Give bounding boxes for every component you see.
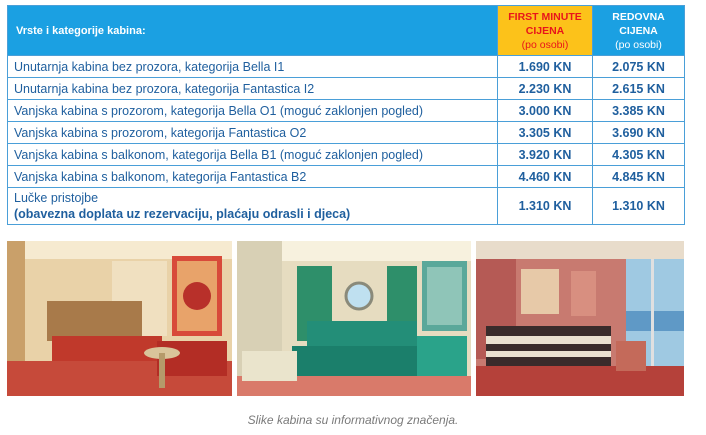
regular-price: 2.615 KN [593, 78, 685, 100]
port-fees-row [8, 188, 685, 225]
table-row [8, 100, 685, 122]
first-minute-price: 2.230 KN [498, 78, 593, 100]
regular-price: 3.690 KN [593, 122, 685, 144]
first-minute-header-line1: FIRST MINUTE [508, 10, 582, 23]
regular-price: 4.305 KN [593, 144, 685, 166]
table-row [8, 78, 685, 100]
photo-caption: Slike kabina su informativnog značenja. [247, 413, 459, 427]
port-fees-note: (obavezna doplata uz rezervaciju, plaćaju odrasli i djeca) [14, 207, 351, 221]
cabin-name: Vanjska kabina s balkonom, kategorija Bella B1 (moguć zaklonjen pogled) [8, 144, 498, 166]
first-minute-price: 1.690 KN [498, 56, 593, 78]
regular-price: 3.385 KN [593, 100, 685, 122]
cabin-name: Unutarnja kabina bez prozora, kategorija Fantastica I2 [8, 78, 498, 100]
ocean-view-cabin-photo [237, 241, 471, 396]
table-row [8, 144, 685, 166]
table-row [8, 122, 685, 144]
first-minute-price: 4.460 KN [498, 166, 593, 188]
first-minute-price: 1.310 KN [498, 188, 593, 225]
regular-header-line1: REDOVNA [612, 10, 665, 23]
first-minute-price: 3.000 KN [498, 100, 593, 122]
first-minute-price: 3.305 KN [498, 122, 593, 144]
cabin-name: Vanjska kabina s balkonom, kategorija Fantastica B2 [8, 166, 498, 188]
first-minute-header-line2: CIJENA [525, 24, 565, 37]
regular-price: 4.845 KN [593, 166, 685, 188]
regular-price: 1.310 KN [593, 188, 685, 225]
port-fees-name [8, 188, 498, 225]
category-header: Vrste i kategorije kabina: [8, 6, 498, 56]
port-fees-title: Lučke pristojbe [14, 191, 99, 205]
first-minute-header-sub: (po osobi) [521, 38, 569, 51]
table-row [8, 166, 685, 188]
balcony-cabin-photo [476, 241, 684, 396]
regular-price: 2.075 KN [593, 56, 685, 78]
regular-header-sub: (po osobi) [615, 38, 662, 51]
first-minute-price: 3.920 KN [498, 144, 593, 166]
table-row [8, 56, 685, 78]
cabin-name: Vanjska kabina s prozorom, kategorija Fantastica O2 [8, 122, 498, 144]
price-table [7, 5, 685, 225]
regular-header [593, 6, 685, 56]
cabin-name: Vanjska kabina s prozorom, kategorija Bella O1 (moguć zaklonjen pogled) [8, 100, 498, 122]
cabin-name: Unutarnja kabina bez prozora, kategorija Bella I1 [8, 56, 498, 78]
first-minute-header [498, 6, 593, 56]
table-header-row [8, 6, 685, 56]
inside-cabin-photo [7, 241, 232, 396]
regular-header-line2: CIJENA [619, 24, 658, 37]
